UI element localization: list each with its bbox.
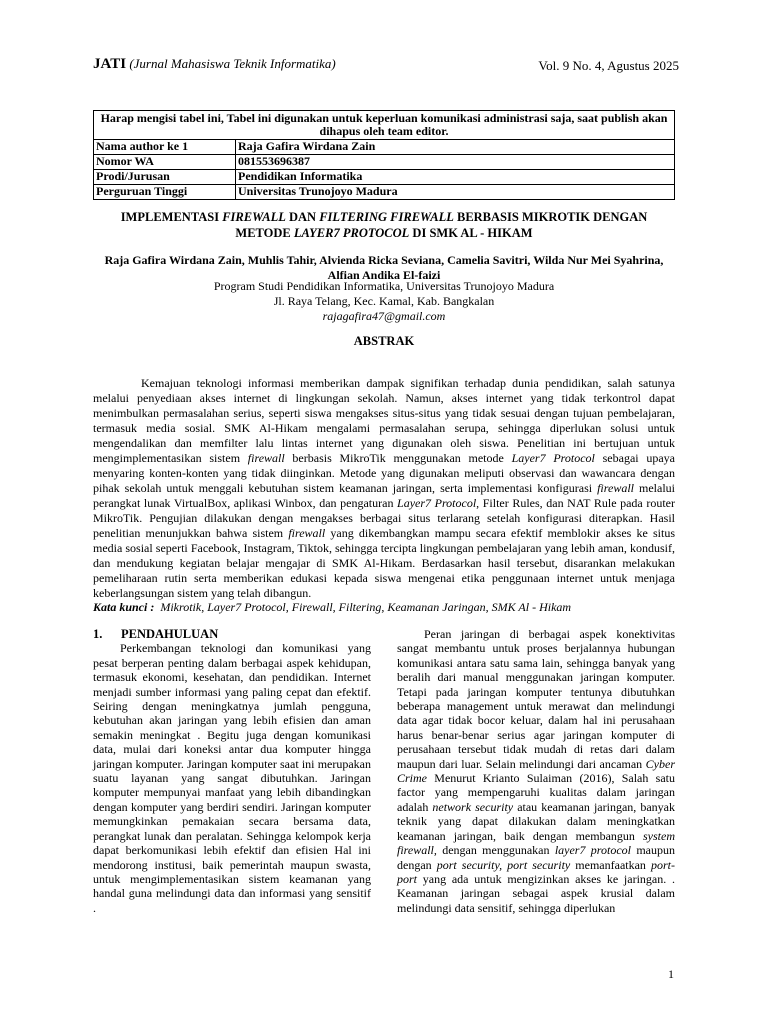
abstract-italic: firewall [247, 451, 285, 465]
abstract-text: , Filter Rules, dan NAT Rule pada router MikroTik. Pengujian dilakukan dengan mengakses berbagai situs terlarang setelah konfigurasi diterapkan. Hasil penelitian menunjukkan bahwa sistem [93, 496, 675, 540]
journal-name [93, 56, 336, 73]
title-text: DAN [285, 210, 320, 224]
title-text: BERBASIS MIKROTIK DENGAN METODE [235, 210, 648, 240]
table-row [94, 155, 675, 170]
body-text: Menurut Krianto Sulaiman (2016), Salah satu factor yang mempengaruhi kualitas dalam jaringan adalah [397, 771, 675, 814]
body-italic: Cyber Crime [397, 756, 675, 786]
abstract-paragraph [93, 376, 675, 601]
body-text: Peran jaringan di berbagai aspek konektivitas sangat membantu untuk proses berjalannya hubungan komunikasi antara satu sama lain, sehingga banyak yang beralih dari manual menggunakan jaringan komputer. Tetapi pada jaringan komputer tentunya dibutuhkan beberapa management untuk merawat dan melindungi data agar tidak bocor keluar, dalam hal ini perusahaan harus benar-benar serius agar jaringan komputer di perusahaan tersebut tidak mudah di retas dari dalam maupun dari luar. Selain melindungi dari ancaman [397, 627, 675, 771]
section-title: PENDAHULUAN [121, 627, 219, 641]
title-text: DI SMK AL - HIKAM [409, 226, 533, 240]
admin-info-table [93, 110, 675, 200]
table-key: Prodi/Jurusan [94, 170, 236, 185]
body-text: yang ada untuk mengizinkan akses ke jaringan. . Keamanan jaringan sebagai aspek krusial dalam melindungi data sensitif, sehingga diperlukan [397, 871, 675, 915]
title-italic: FIREWALL [222, 210, 286, 224]
table-value: Pendidikan Informatika [236, 170, 675, 185]
body-italic: system firewall, [397, 828, 675, 858]
abstract-italic: Layer7 Protocol [511, 451, 595, 465]
title-text: IMPLEMENTASI [120, 210, 223, 224]
affiliation-program: Program Studi Pendidikan Informatika, Universitas Trunojoyo Madura [213, 279, 555, 293]
admin-note: Harap mengisi tabel ini, Tabel ini digunakan untuk keperluan komunikasi administrasi saja, saat publish akan dihapus oleh team editor. [94, 111, 675, 140]
title-italic: LAYER7 PROTOCOL [293, 226, 410, 240]
body-italic: layer7 protocol [554, 843, 632, 858]
author-list: Raja Gafira Wirdana Zain, Muhlis Tahir, Alvienda Ricka Seviana, Camelia Savitri, Wilda Nur Mei Syahrina, Alfian Andika El-faizi [104, 253, 664, 282]
page-number: 1 [668, 967, 674, 981]
keywords-label: Kata kunci : [93, 600, 155, 614]
body-text: maupun dengan [397, 843, 675, 872]
author-email [100, 309, 668, 324]
abstract-italic: Layer7 Protocol [397, 496, 477, 510]
section-heading [93, 627, 371, 641]
abstract-body [93, 376, 675, 601]
body-italic: network security [432, 799, 514, 814]
body-text: dengan menggunakan [436, 843, 555, 858]
title-italic: FILTERING FIREWALL [319, 210, 454, 224]
journal-short-name: JATI [93, 56, 127, 72]
admin-note-row [94, 111, 675, 140]
body-paragraph [397, 627, 675, 915]
abstract-italic: firewall [597, 481, 634, 495]
affiliation-address: Jl. Raya Telang, Kec. Kamal, Kab. Bangkalan [273, 294, 495, 308]
affiliation [100, 279, 668, 324]
table-row [94, 140, 675, 155]
email-text: rajagafira47@gmail.com [322, 309, 446, 323]
right-column [397, 627, 675, 915]
body-italic: port security, port security [436, 857, 571, 872]
abstract-text: melalui perangkat lunak VirtualBox, aplikasi Winbox, dan pengaturan [93, 481, 675, 510]
table-key: Perguruan Tinggi [94, 185, 236, 200]
abstract-text: sebagai upaya menyaring konten-konten yang tidak diinginkan. Metode yang digunakan meliputi observasi dan wawancara dengan pihak sekolah untuk menggali kebutuhan sistem keamanan jaringan, serta implementasi konfigurasi [93, 451, 676, 495]
abstract-text: yang dikembangkan mampu secara efektif memblokir akses ke situs media sosial seperti Facebook, Instagram, Tiktok, sehingga tercipta lingkungan pembelajaran yang lebih aman, kondusif, dan mendukung kegiatan belajar mengajar di SMK Al-Hikam. Berdasarkan hasil tersebut, disarankan melakukan pemeliharaan rutin serta memberikan edukasi kepada siswa mengenai etika penggunaan internet untuk menjaga keberlangsungan sistem yang telah dibangun. [93, 526, 676, 600]
keywords-text: Mikrotik, Layer7 Protocol, Firewall, Filtering, Keamanan Jaringan, SMK Al - Hikam [160, 600, 572, 614]
body-italic: port-port [397, 857, 675, 886]
abstract-heading: ABSTRAK [353, 334, 415, 348]
table-value: 081553696387 [236, 155, 675, 170]
journal-full-name: (Jurnal Mahasiswa Teknik Informatika) [129, 56, 336, 71]
abstract-text: berbasis MikroTik menggunakan metode [284, 451, 512, 465]
keywords [93, 600, 675, 615]
paper-title [100, 209, 668, 241]
body-paragraph: Perkembangan teknologi dan komunikasi yang pesat berperan penting dalam berbagai aspek kehidupan, termasuk ekonomi, kesehatan, dan pendidikan. Internet menjadi sumber informasi yang paling cepat dan efektif. Seiring dengan meningkatnya jumlah pengguna, kebutuhan akan jaringan yang lebih efisien dan aman semakin meningkat . Begitu juga dengan komunikasi data, mulai dari koneksi antar dua komputer hingga jaringan komputer. Jaringan komputer saat ini merupakan suatu layanan yang sangat dibutuhkan. Jaringan komputer mempunyai manfaat yang lebih dibandingkan dengan komputer yang berdiri sendiri. Jaringan komputer memungkinkan pemakaian secara bersama data, perangkat lunak dan peralatan. Sehingga kelompok kerja dapat berkomunikasi lebih efektif dan efisien Hal ini mendorong institusi, baik pemerintah maupun swasta, untuk mengimplementasikan sistem keamanan yang handal guna melindungi data dan informasi yang sensitif . [93, 641, 371, 915]
abstract-text: Kemajuan teknologi informasi memberikan dampak signifikan terhadap dunia pendidikan, salah satunya melalui penyediaan akses internet di lingkungan sekolah. Namun, akses internet yang tidak terkontrol dapat menimbulkan permasalahan serius, seperti siswa mengakses situs-situs yang tidak sesuai dengan tujuan pembelajaran, termasuk media sosial. SMK Al-Hikam mengalami permasalahan serupa, sehingga diperlukan solusi untuk mengendalikan dan memfilter lalu lintas internet yang digunakan oleh siswa. Penelitian ini bertujuan untuk mengimplementasikan sistem [93, 376, 675, 465]
table-row [94, 170, 675, 185]
left-column [93, 627, 371, 915]
table-value: Universitas Trunojoyo Madura [236, 185, 675, 200]
table-key: Nama author ke 1 [94, 140, 236, 155]
body-text: atau keamanan jaringan, banyak teknik yang dapat dilakukan dalam meningkatkan keamanan jaringan, baik dengan membangun [397, 799, 676, 843]
journal-header [93, 56, 679, 76]
section-number: 1. [93, 627, 103, 641]
body-text: memanfaatkan [570, 857, 651, 872]
table-value: Raja Gafira Wirdana Zain [236, 140, 675, 155]
abstract-italic: firewall [288, 526, 326, 540]
table-row [94, 185, 675, 200]
table-key: Nomor WA [94, 155, 236, 170]
journal-volume: Vol. 9 No. 4, Agustus 2025 [538, 58, 679, 73]
